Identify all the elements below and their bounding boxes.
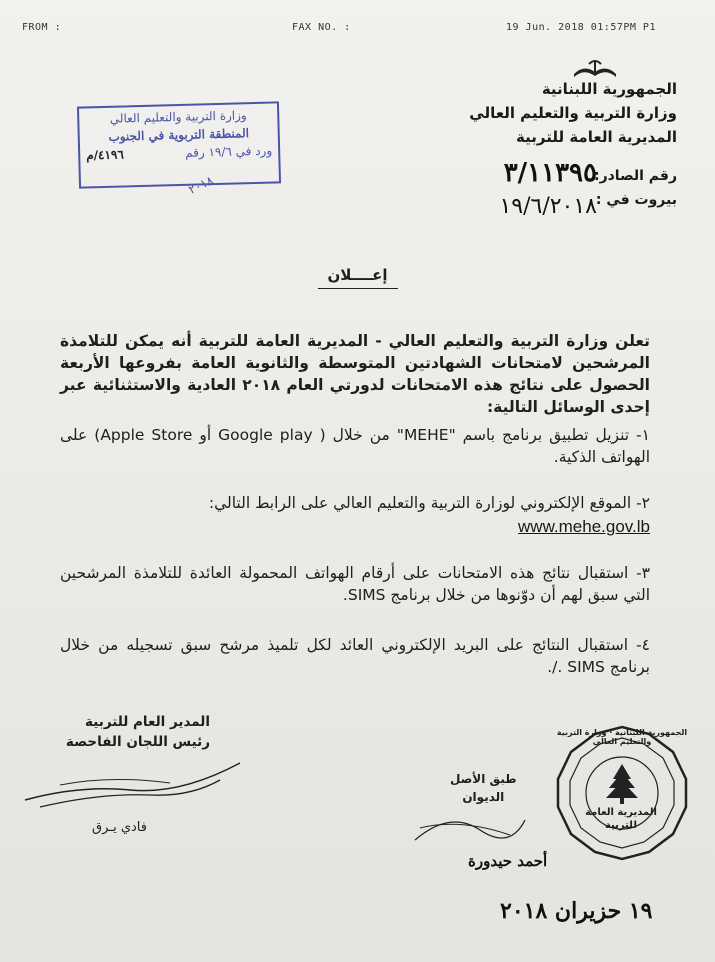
fax-timestamp: 19 Jun. 2018 01:57PM P1: [506, 22, 656, 33]
true-copy-label: طبق الأصل: [450, 772, 517, 786]
header-republic: الجمهورية اللبنانية: [541, 80, 677, 98]
approval-signer: أحمد حيدورة: [468, 852, 548, 870]
item-3-text: ٣- استقبال نتائج هذه الامتحانات على أرقام الهواتف المحمولة العائدة للتلامذة المرشحين التي سبق لهم أن دوّنوها من خلال برنامج SIMS.: [60, 564, 650, 604]
reference-label: رقم الصادر:: [593, 168, 677, 184]
signatory-name: فادي يـرق: [92, 820, 147, 835]
seal-inner-line2: للتربية: [604, 820, 638, 831]
signature-title: المدير العام للتربية: [85, 714, 210, 730]
issue-date: ١٩/٦/٢٠١٨: [499, 194, 597, 219]
reference-number: ٣/١١٣٩٥: [503, 158, 597, 188]
stamp-number: ٤١٩٦/م: [86, 147, 125, 163]
approval-signature: [410, 800, 530, 850]
header-directorate: المديرية العامة للتربية: [516, 128, 677, 146]
item-2-text: ٢- الموقع الإلكتروني لوزارة التربية والتعليم العالي على الرابط التالي:: [208, 494, 650, 512]
seal-inner-text: [585, 806, 657, 832]
header-ministry: وزارة التربية والتعليم العالي: [469, 104, 677, 122]
handwritten-signature: [20, 755, 255, 825]
signature-block: [60, 712, 210, 752]
seal-inner-line1: المديرية العامة: [585, 807, 657, 818]
website-link[interactable]: www.mehe.gov.lb: [518, 517, 650, 536]
seal-outer-text: الجمهورية اللبنانية · وزارة التربية والتعليم العالي: [556, 728, 688, 746]
stamp-year: ٢٠١٨: [186, 173, 216, 197]
item-4: [60, 634, 650, 678]
item-1: [60, 424, 650, 468]
ministry-logo-icon: [572, 58, 618, 80]
fax-from: FROM :: [22, 22, 62, 33]
signature-subtitle: رئيس اللجان الفاحصة: [65, 734, 210, 750]
stamp-line-ministry: وزارة التربية والتعليم العالي: [109, 108, 247, 126]
title-underline: [318, 288, 398, 289]
diwan-label: الديوان: [462, 790, 505, 804]
announcement-title: إعــــلان: [327, 266, 388, 284]
stamp-line-received: ورد في ١٩/٦ رقم: [184, 143, 273, 160]
item-1-text: ١- تنزيل تطبيق برنامج باسم "MEHE" من خلال ( Google play أو Apple Store) على الهواتف الذكية.: [60, 426, 650, 466]
item-2: [60, 492, 650, 538]
item-3: [60, 562, 650, 606]
intro-paragraph: تعلن وزارة التربية والتعليم العالي - المديرية العامة للتربية أنه يمكن للتلامذة المرشحين لامتحانات الشهادتين المتوسطة والثانوية العامة بفروعها الأربعة الحصول على نتائج هذه الامتحانات لدورتي العام ٢٠١٨ العادية والاستثنائية عبر إحدى الوسائل التالية:: [60, 332, 650, 416]
cedar-icon: [606, 764, 638, 798]
stamp-line-region: المنطقة التربوية في الجنوب: [108, 126, 250, 144]
date-label: بيروت في :: [595, 192, 677, 208]
announcement-body: [60, 330, 650, 418]
incoming-stamp: [77, 101, 281, 188]
fax-number-label: FAX NO. :: [292, 22, 351, 33]
item-4-text: ٤- استقبال النتائج على البريد الإلكتروني العائد لكل تلميذ مرشح سبق تسجيله من خلال برنامج SIMS ./.: [60, 636, 650, 676]
approval-date: ١٩ حزيران ٢٠١٨: [500, 898, 653, 924]
